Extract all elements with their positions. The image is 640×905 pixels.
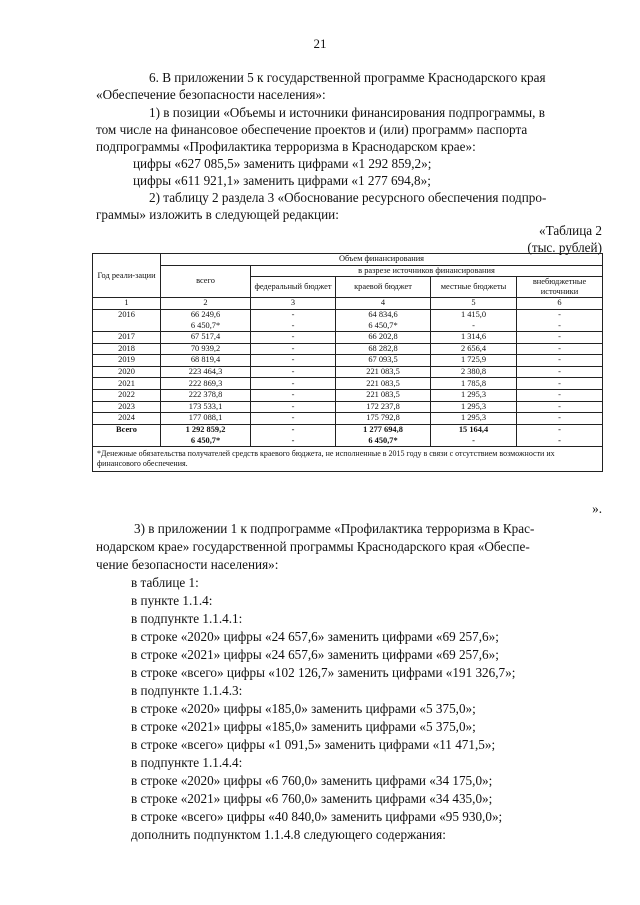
table-row	[93, 413, 603, 425]
header-volume: Объем финансирования	[161, 254, 603, 266]
list-item: дополнить подпунктом 1.1.4.8 следующего содержания:	[131, 827, 446, 842]
part3-line-2: нодарском крае» государственной программы Краснодарского края «Обеспе-	[96, 539, 530, 554]
header-extra: внебюджетные источники	[517, 277, 603, 298]
cell-total: 177 088,1	[161, 413, 251, 425]
table-total-row	[93, 424, 603, 435]
cell-regional: 68 282,8	[336, 343, 431, 355]
cell-federal: -	[251, 343, 336, 355]
cell-total: 222 378,8	[161, 389, 251, 401]
cell-year	[93, 320, 161, 331]
column-number-row	[93, 298, 603, 310]
table-close: ».	[592, 501, 602, 516]
cell-local: 1 415,0	[431, 309, 517, 320]
cell-total: 1 292 859,2	[161, 424, 251, 435]
cell-total: 6 450,7*	[161, 435, 251, 446]
cell-year: 2019	[93, 355, 161, 367]
table-caption-units: (тыс. рублей)	[527, 240, 602, 255]
header-regional: краевой бюджет	[336, 277, 431, 298]
cell-federal: -	[251, 378, 336, 390]
cell-total: 67 517,4	[161, 331, 251, 343]
cell-regional: 67 093,5	[336, 355, 431, 367]
cell-local: 2 380,8	[431, 366, 517, 378]
list-item: в пункте 1.1.4:	[131, 593, 213, 608]
cell-local: -	[431, 435, 517, 446]
cell-year: 2023	[93, 401, 161, 413]
col-number: 2	[161, 298, 251, 310]
cell-year: 2022	[93, 389, 161, 401]
cell-extra: -	[517, 401, 603, 413]
intro-line-9: граммы» изложить в следующей редакции:	[96, 207, 339, 222]
intro-line-5: подпрограммы «Профилактика терроризма в Краснодарском крае»:	[96, 139, 476, 154]
intro-line-7: цифры «611 921,1» заменить цифрами «1 277 694,8»;	[133, 173, 431, 188]
cell-local: 2 656,4	[431, 343, 517, 355]
list-item: в строке «2021» цифры «24 657,6» заменить цифрами «69 257,6»;	[131, 647, 499, 662]
table-row	[93, 331, 603, 343]
cell-total: 6 450,7*	[161, 320, 251, 331]
cell-regional: 221 083,5	[336, 366, 431, 378]
cell-year: 2017	[93, 331, 161, 343]
cell-regional: 172 237,8	[336, 401, 431, 413]
cell-local: 1 295,3	[431, 389, 517, 401]
cell-regional: 6 450,7*	[336, 435, 431, 446]
list-item: в подпункте 1.1.4.4:	[131, 755, 243, 770]
table-row	[93, 355, 603, 367]
header-by-source: в разрезе источников финансирования	[251, 265, 603, 277]
intro-line-8: 2) таблицу 2 раздела 3 «Обоснование ресурсного обеспечения подпро-	[149, 190, 547, 205]
list-item: в строке «2021» цифры «185,0» заменить цифрами «5 375,0»;	[131, 719, 476, 734]
cell-federal: -	[251, 435, 336, 446]
intro-line-1: 6. В приложении 5 к государственной программе Краснодарского края	[149, 70, 546, 85]
table-row	[93, 320, 603, 331]
cell-regional: 175 792,8	[336, 413, 431, 425]
header-local: местные бюджеты	[431, 277, 517, 298]
cell-extra: -	[517, 320, 603, 331]
cell-year: 2020	[93, 366, 161, 378]
cell-regional: 64 834,6	[336, 309, 431, 320]
table-total-row	[93, 435, 603, 446]
cell-total: 173 533,1	[161, 401, 251, 413]
cell-extra: -	[517, 413, 603, 425]
cell-extra: -	[517, 366, 603, 378]
cell-extra: -	[517, 435, 603, 446]
col-number: 5	[431, 298, 517, 310]
list-item: в строке «2020» цифры «6 760,0» заменить цифрами «34 175,0»;	[131, 773, 493, 788]
cell-year	[93, 435, 161, 446]
cell-local: 1 725,9	[431, 355, 517, 367]
table-row	[93, 389, 603, 401]
cell-local: 1 295,3	[431, 401, 517, 413]
col-number: 3	[251, 298, 336, 310]
cell-federal: -	[251, 389, 336, 401]
cell-local: -	[431, 320, 517, 331]
col-number: 1	[93, 298, 161, 310]
cell-total: 70 939,2	[161, 343, 251, 355]
table-row	[93, 401, 603, 413]
cell-federal: -	[251, 331, 336, 343]
cell-year: 2024	[93, 413, 161, 425]
cell-federal: -	[251, 309, 336, 320]
cell-regional: 221 083,5	[336, 389, 431, 401]
cell-year: 2016	[93, 309, 161, 320]
list-item: в подпункте 1.1.4.3:	[131, 683, 243, 698]
table-footnote: *Денежные обязательства получателей средств краевого бюджета, не исполненные в 2015 году в связи с отсутствием возможности их финансового обеспечения.	[93, 446, 603, 471]
cell-extra: -	[517, 343, 603, 355]
cell-regional: 221 083,5	[336, 378, 431, 390]
table-caption-title: «Таблица 2	[539, 223, 602, 238]
cell-federal: -	[251, 413, 336, 425]
part3-line-1: 3) в приложении 1 к подпрограмме «Профилактика терроризма в Крас-	[134, 521, 535, 536]
header-total: всего	[161, 265, 251, 298]
cell-extra: -	[517, 389, 603, 401]
cell-federal: -	[251, 366, 336, 378]
cell-total: 68 819,4	[161, 355, 251, 367]
financing-table	[92, 253, 603, 472]
list-item: в строке «2020» цифры «24 657,6» заменить цифрами «69 257,6»;	[131, 629, 499, 644]
cell-federal: -	[251, 355, 336, 367]
list-item: в строке «2020» цифры «185,0» заменить цифрами «5 375,0»;	[131, 701, 476, 716]
table-row	[93, 309, 603, 320]
cell-local: 1 295,3	[431, 413, 517, 425]
list-item: в таблице 1:	[131, 575, 199, 590]
intro-line-4: том числе на финансовое обеспечение проектов и (или) программ» паспорта	[96, 122, 528, 137]
cell-extra: -	[517, 378, 603, 390]
list-item: в строке «всего» цифры «1 091,5» заменить цифрами «11 471,5»;	[131, 737, 496, 752]
cell-total: 223 464,3	[161, 366, 251, 378]
cell-extra: -	[517, 331, 603, 343]
part3-line-3: чение безопасности населения»:	[96, 557, 279, 572]
cell-regional: 66 202,8	[336, 331, 431, 343]
cell-year: 2021	[93, 378, 161, 390]
header-federal: федеральный бюджет	[251, 277, 336, 298]
list-item: в строке «всего» цифры «102 126,7» заменить цифрами «191 326,7»;	[131, 665, 516, 680]
list-item: в подпункте 1.1.4.1:	[131, 611, 243, 626]
page-number: 21	[313, 36, 327, 51]
cell-total: 222 869,3	[161, 378, 251, 390]
col-number: 4	[336, 298, 431, 310]
cell-local: 15 164,4	[431, 424, 517, 435]
cell-federal: -	[251, 401, 336, 413]
cell-federal: -	[251, 320, 336, 331]
table-row	[93, 366, 603, 378]
list-item: в строке «всего» цифры «40 840,0» заменить цифрами «95 930,0»;	[131, 809, 503, 824]
cell-year: Всего	[93, 424, 161, 435]
cell-extra: -	[517, 355, 603, 367]
cell-local: 1 314,6	[431, 331, 517, 343]
table-row	[93, 343, 603, 355]
cell-year: 2018	[93, 343, 161, 355]
cell-regional: 6 450,7*	[336, 320, 431, 331]
table-row	[93, 378, 603, 390]
list-item: в строке «2021» цифры «6 760,0» заменить цифрами «34 435,0»;	[131, 791, 493, 806]
intro-line-3: 1) в позиции «Объемы и источники финансирования подпрограммы, в	[149, 105, 545, 120]
cell-local: 1 785,8	[431, 378, 517, 390]
intro-line-6: цифры «627 085,5» заменить цифрами «1 292 859,2»;	[133, 156, 432, 171]
cell-federal: -	[251, 424, 336, 435]
cell-extra: -	[517, 309, 603, 320]
col-number: 6	[517, 298, 603, 310]
cell-regional: 1 277 694,8	[336, 424, 431, 435]
intro-line-2: «Обеспечение безопасности населения»:	[96, 87, 326, 102]
cell-extra: -	[517, 424, 603, 435]
cell-total: 66 249,6	[161, 309, 251, 320]
header-year: Год реали-зации	[93, 254, 161, 298]
